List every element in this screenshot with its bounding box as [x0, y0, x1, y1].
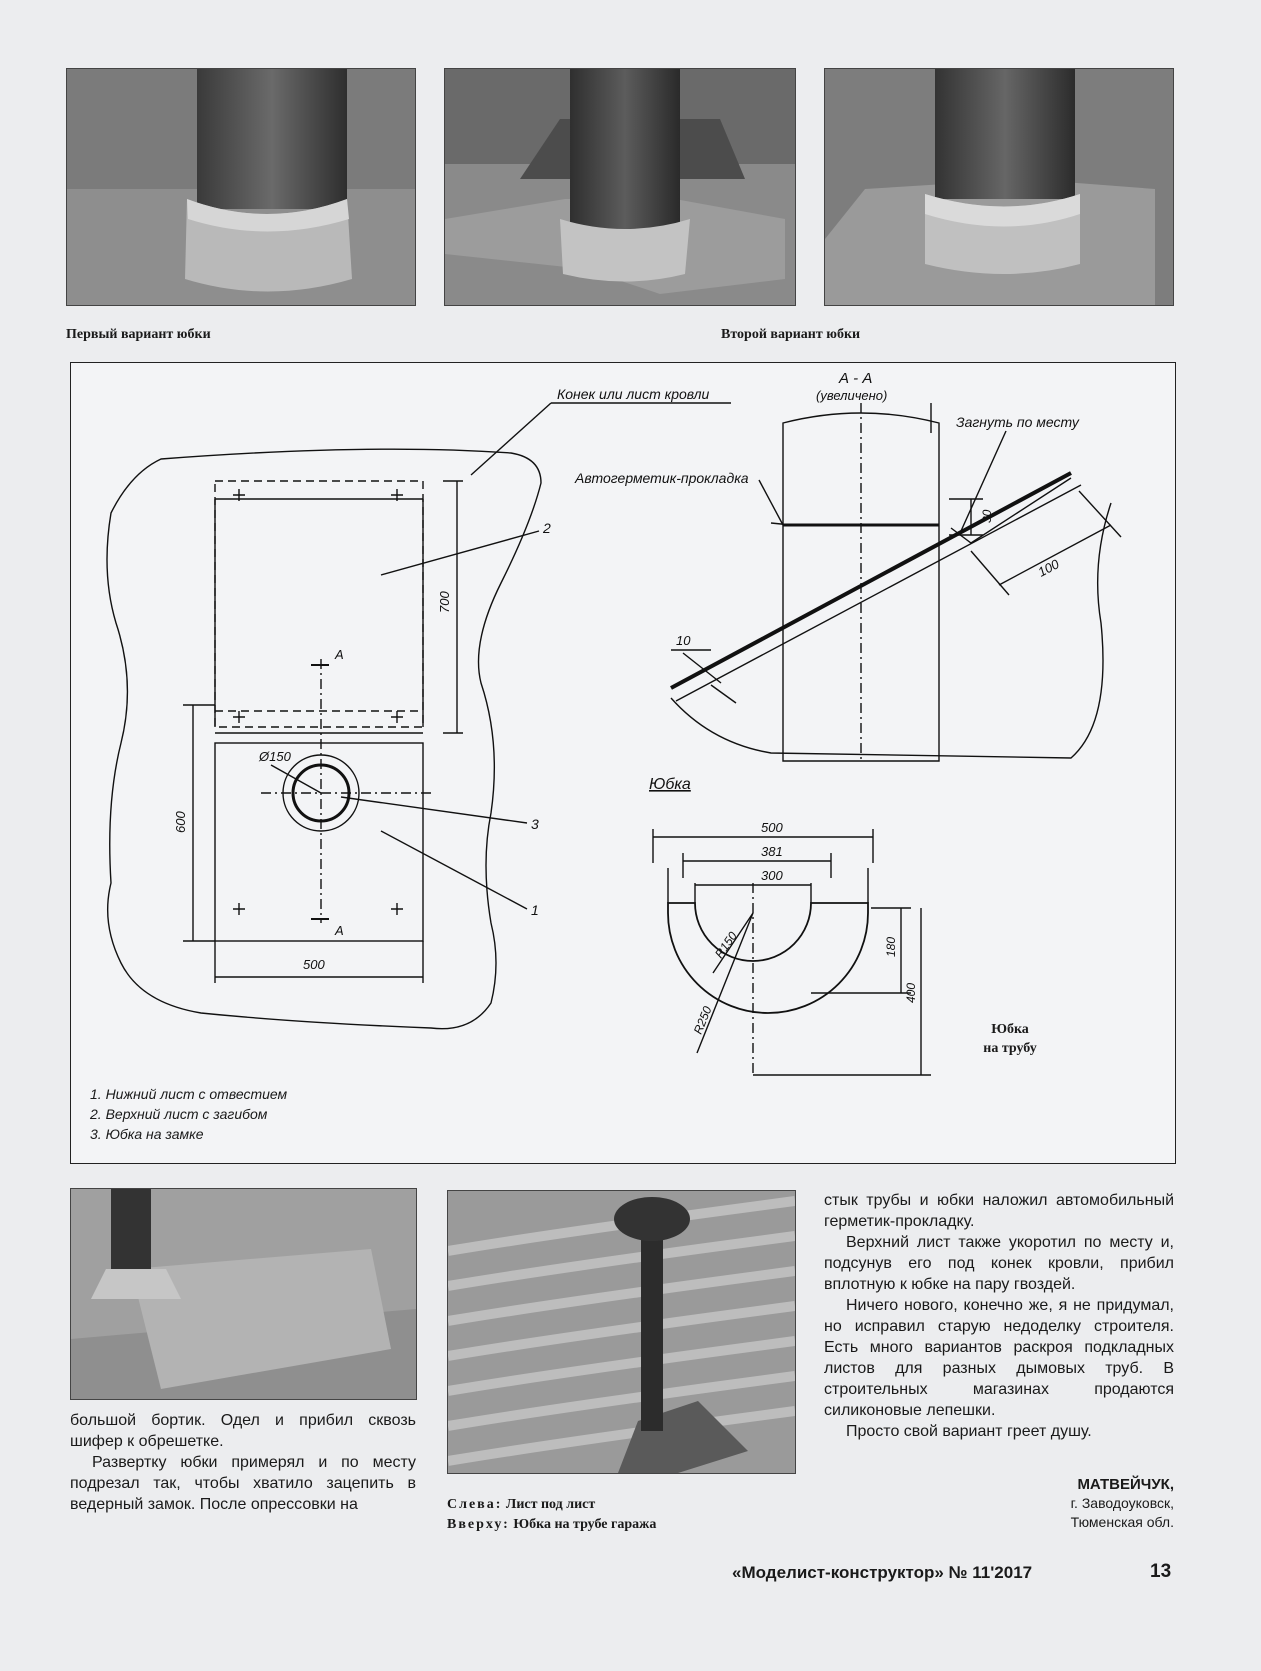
photo-first-variant	[66, 68, 416, 306]
dim-30: 30	[980, 509, 994, 523]
text-column-right	[824, 1190, 1174, 1442]
text-right-p4: Просто свой вариант греет душу.	[846, 1423, 1092, 1440]
section-title: А - А	[839, 370, 873, 387]
caption-left-text: Лист под лист	[505, 1497, 596, 1512]
lower-sheet	[215, 743, 423, 941]
page-number: 13	[1150, 1561, 1172, 1582]
author-name: МАТВЕЙЧУК,	[1077, 1476, 1174, 1493]
photo-captions-bottom	[447, 1495, 656, 1535]
caption-first-variant: Первый вариант юбки	[66, 327, 211, 342]
dim-400: 400	[904, 982, 918, 1003]
section-mark-bottom: А	[335, 923, 344, 938]
text-left-p1: большой бортик. Одел и прибил сквозь шифер к обрешетке.	[70, 1412, 416, 1450]
text-right-p1: стык трубы и юбки наложил автомобильный герметик-прокладку.	[824, 1192, 1174, 1230]
caption-top-label: Вверху:	[447, 1517, 510, 1532]
dim-skirt-381: 381	[761, 844, 783, 859]
text-right-p2: Верхний лист также укоротил по месту и, подсунув его под конек кровли, прибил вплотную к юбке на пару гвоздей.	[824, 1234, 1174, 1293]
author-region: Тюменская обл.	[1070, 1514, 1174, 1530]
author-city: г. Заводоуковск,	[1070, 1495, 1174, 1511]
section-subtitle: (увеличено)	[816, 388, 888, 403]
text-right-p3: Ничего нового, конечно же, я не придумал, но исправил старую недоделку строителя. Есть много вариантов раскроя подкладных листов для разных дымовых труб. В строительных магазинах продаются силиконовые лепешки.	[824, 1297, 1174, 1419]
author-signature	[1071, 1475, 1174, 1532]
dim-r250: R250	[690, 1004, 715, 1037]
photo-second-variant	[444, 68, 796, 306]
dim-100: 100	[1035, 556, 1062, 580]
callout-1: 1	[531, 902, 539, 918]
skirt-caption	[955, 1020, 1065, 1058]
photo-sheet-under-sheet	[70, 1188, 417, 1400]
roof-sheet-outline	[107, 449, 541, 1029]
caption-left-label: Слева:	[447, 1497, 503, 1512]
photo-third-variant	[824, 68, 1174, 306]
nail-marks	[233, 489, 403, 915]
dim-skirt-500: 500	[761, 820, 783, 835]
label-sealant: Автогерметик-прокладка	[575, 470, 749, 486]
skirt-shape	[668, 903, 868, 1013]
legend-item-2: 2. Верхний лист с загибом	[90, 1106, 268, 1122]
dim-700: 700	[437, 591, 452, 613]
text-column-left	[70, 1410, 416, 1515]
label-ridge: Конек или лист кровли	[557, 386, 710, 402]
dim-500: 500	[303, 957, 325, 972]
text-left-p2: Развертку юбки примерял и по месту подрезал так, чтобы хватило зацепить в ведерный замок. После опрессовки на	[70, 1454, 416, 1513]
footer-magazine: «Моделист-конструктор» № 11'2017	[732, 1563, 1033, 1582]
caption-top-text: Юбка на трубе гаража	[513, 1517, 657, 1532]
skirt-caption-line1: Юбка	[991, 1022, 1029, 1037]
dim-180: 180	[884, 936, 898, 957]
callout-3: 3	[531, 816, 539, 832]
caption-second-variant: Второй вариант юбки	[721, 327, 861, 342]
dim-r150: R150	[711, 929, 740, 961]
label-bend: Загнуть по месту	[956, 414, 1079, 430]
dim-600: 600	[173, 811, 188, 833]
dim-diameter: Ø150	[259, 749, 291, 764]
skirt-caption-line2: на трубу	[983, 1041, 1037, 1056]
drawing-legend	[90, 1084, 287, 1144]
photo-skirt-on-garage-pipe	[447, 1190, 796, 1474]
legend-item-3: 3. Юбка на замке	[90, 1126, 204, 1142]
legend-item-1: 1. Нижний лист с отвестием	[90, 1086, 288, 1102]
dim-10: 10	[676, 633, 691, 648]
upper-sheet	[215, 481, 423, 727]
callout-2: 2	[543, 520, 551, 536]
dim-skirt-300: 300	[761, 868, 783, 883]
skirt-title: Юбка	[649, 776, 691, 793]
section-mark-top: А	[335, 647, 344, 662]
